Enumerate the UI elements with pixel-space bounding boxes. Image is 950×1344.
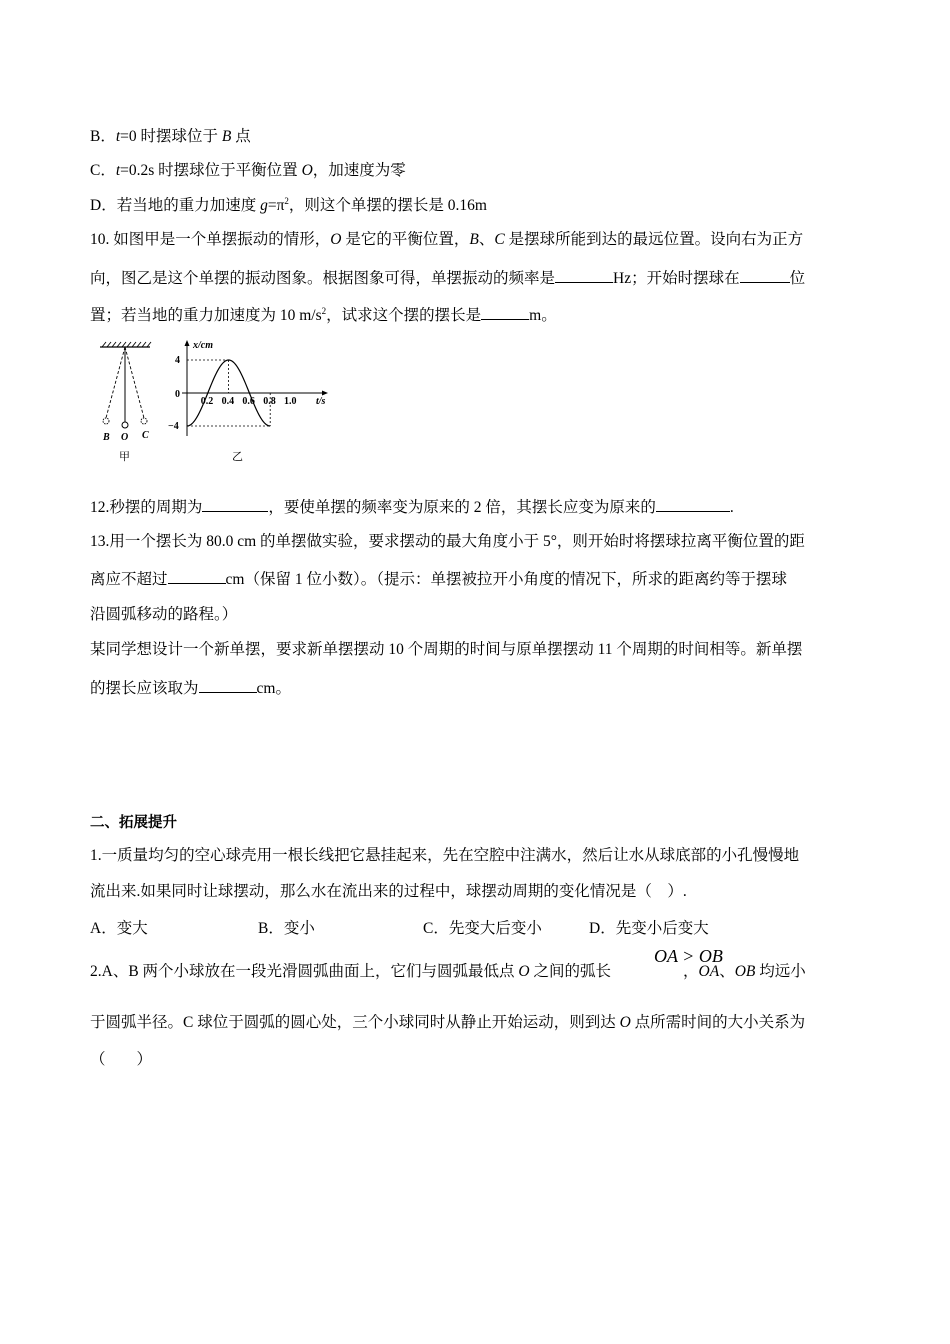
x-tick-label: 0.8 [263,396,276,407]
superscript: 2 [284,195,289,206]
text: B [221,128,232,145]
text: 是它的平衡位置， [341,231,470,248]
q9-option-d [90,196,487,216]
y-axis-arrow [185,340,190,346]
p2-line-2 [90,1013,805,1033]
text: 置；若当地的重力加速度为 10 m/s [90,307,322,324]
y-tick-zero: 0 [175,389,180,400]
text: C [494,231,505,248]
arc-inequality: OA > OB [654,946,723,966]
text: 12.秒摆的周期为 [90,499,203,516]
caption-yi: 乙 [232,451,243,463]
p2-line-3: （ ） [90,1051,153,1068]
label-o: O [121,432,129,443]
text: B [469,231,479,248]
text: OB [734,963,756,980]
text: t [115,128,121,145]
text: 点所需时间的大小关系为 [630,1014,806,1031]
string-right [125,347,144,418]
text: O [301,162,313,179]
caption-jia: 甲 [119,451,130,463]
ceiling-hatch [102,342,151,347]
answer-blank[interactable] [740,268,790,283]
text: 离应不超过 [90,571,168,588]
answer-blank[interactable] [555,268,613,283]
q10-figure [92,336,342,466]
text: t [115,162,121,179]
text: 于圆弧半径。C 球位于圆弧的圆心处，三个小球同时从静止开始运动，则到达 [90,1014,620,1031]
q9-option-c [90,161,406,181]
label-c: C [142,430,149,441]
p1-option-d[interactable]: D．先变小后变大 [589,920,709,937]
text: O [518,963,530,980]
text: ，则这个单摆的摆长是 0.16m [288,197,487,214]
text: 位 [789,270,806,287]
pendulum-diagram [100,342,151,463]
text: B． [90,128,116,145]
x-axis-label: t/s [316,396,326,407]
text: ，加速度为零 [312,162,406,179]
x-tick-labels [201,396,297,407]
x-tick-label: 0.6 [242,396,255,407]
text: cm。 [256,680,291,697]
text: =0 时摆球位于 [120,128,222,145]
text: 、 [478,231,495,248]
q9-option-b [90,127,251,147]
q10-line-3 [90,305,557,326]
text: =0.2s 时摆球位于平衡位置 [120,162,302,179]
text: cm（保留 1 位小数）。（提示：单摆被拉开小角度的情况下，所求的距离约等于摆球 [225,571,787,588]
answer-blank[interactable] [168,569,226,584]
y-axis-label: x/cm [193,340,213,351]
section-heading: 二、拓展提升 [90,815,177,831]
text: 向，图乙是这个单摆的振动图象。根据图象可得，单摆振动的频率是 [90,270,556,287]
q10-line-2 [90,268,805,289]
superscript: 2 [321,305,327,316]
text: OA [698,963,720,980]
p1-option-c[interactable]: C．先变大后变小 [423,920,542,937]
q13-line-4: 某同学想设计一个新单摆，要求新单摆摆动 10 个周期的时间与原单摆摆动 11 个周期的时间相等。新单摆 [90,641,803,658]
p1-option-a[interactable]: A．变大 [90,920,148,937]
ball-b [103,418,109,424]
text: 、 [719,963,735,980]
text: ，试求这个摆的摆长是 [326,307,482,324]
text: g [260,197,268,214]
x-axis-arrow [322,391,328,396]
text: 是摆球所能到达的最远位置。设向右为正方 [504,231,804,248]
text: D．若当地的重力加速度 [90,197,261,214]
text: =π [267,197,285,214]
p1-line-2: 流出来.如果同时让球摆动，那么水在流出来的过程中，球摆动周期的变化情况是（ ）. [90,883,687,900]
text: m。 [529,307,557,324]
text: . [729,499,734,516]
y-tick-top: 4 [175,355,180,366]
x-tick-label: 0.4 [221,396,235,407]
y-tick-bottom: −4 [168,421,179,432]
q13-line-1: 13.用一个摆长为 80.0 cm 的单摆做实验，要求摆动的最大角度小于 5°，则开始时将摆球拉离平衡位置的距 [90,533,805,550]
label-b: B [103,432,110,443]
q13-line-3: 沿圆弧移动的路程。） [90,606,238,623]
text: Hz；开始时摆球在 [613,270,740,287]
q10-line-1 [90,230,803,250]
answer-blank[interactable] [481,305,529,320]
text: 之间的弧长 [529,963,612,980]
text: 2.A、B 两个小球放在一段光滑圆弧曲面上，它们与圆弧最低点 [90,963,519,980]
string-left [106,347,125,418]
p1-line-1: 1.一质量均匀的空心球壳用一根长线把它悬挂起来，先在空腔中注满水，然后让水从球底部的小孔慢慢地 [90,847,800,864]
text: 10. 如图甲是一个单摆振动的情形， [90,231,331,248]
q13-line-5 [90,678,291,699]
text: 均远小 [755,963,806,980]
q13-line-2 [90,569,787,590]
answer-blank[interactable] [202,497,268,512]
text: O [330,231,342,248]
text: 点 [231,128,251,145]
text: ，要使单摆的频率变为原来的 2 倍，其摆长应变为原来的 [268,499,656,516]
x-tick-label: 0.2 [200,396,214,407]
p1-option-b[interactable]: B．变小 [258,920,315,937]
q12 [90,497,734,518]
text: O [619,1014,631,1031]
text: 的摆长应该取为 [90,680,199,697]
ball-c [141,418,147,424]
ball-o [122,422,128,428]
answer-blank[interactable] [656,497,730,512]
x-tick-label: 1.0 [284,396,297,407]
text: ， [683,963,699,980]
text: C． [90,162,116,179]
answer-blank[interactable] [199,678,257,693]
vibration-graph [168,340,328,463]
